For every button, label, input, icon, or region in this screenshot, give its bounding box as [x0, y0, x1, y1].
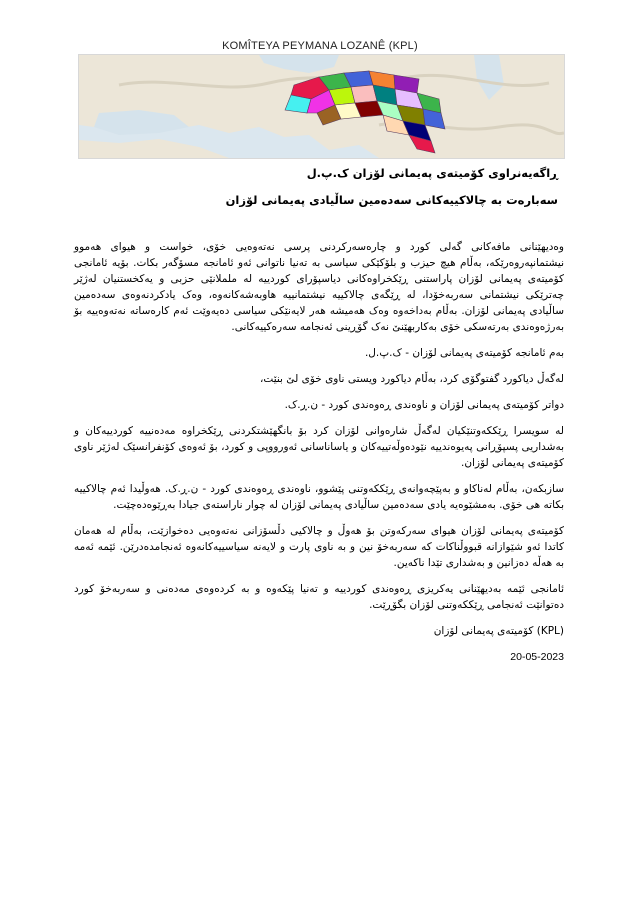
- paragraph-intro: وەدیهێنانی مافەکانی گەلی کورد و چارەسەرکردنی پرسی نەتەوەیی خۆی، خواست و هیوای هەموو نیشتمانپەروەرێکە، بەڵام هیچ حیزب و بلۆکێکی سیاسی بە تەنیا ناتوانی ئەو ئامانجە مسۆگەر بکات. بۆیە ئامانجی کۆمیتەی پەیمانی لۆزان پاراستنی ڕێکخراوەکانی دیاسپۆرای کوردییە لە ململانێی حزبی و یەکخستنیان لەژێر چەترێکی نیشتمانی سەربەخۆدا، لە ڕێگەی چالاکییە نیشتمانییە هاوبەشەکانەوە، وەک یادکردنەوەی سەدەمین ساڵیادی پەیمانی لۆزان. بەڵام بەداخەوە وەک هەمیشە هەر لایەنێکی سیاسی دەیەوێت ئەم کارەساتە نەتەوەییە بۆ بەرژەوەندی بەرتەسکی خۆی بەکاربهێنێ نەک گۆڕینی ئەنجامە سەرەکییەکانی.: [74, 241, 564, 333]
- organization-title: KOMÎTEYA PEYMANA LOZANÊ (KPL): [222, 40, 418, 52]
- paragraph-switzerland: لە سویسرا ڕێککەوتنێکیان لەگەڵ شارەوانی لۆزان کرد بۆ بانگهێشتکردنی ڕێکخراوە مەدەنییە کوردییەکان و بەشداریی پسپۆڕانی پەیوەندییە نێودەوڵەتییەکان و یاساناسانی ئەورووپی و کورد، بۆ ئەوەی کۆنفرانسێک لەژێر ناوی کۆمیتەی پەیمانی لۆزان.: [74, 425, 564, 469]
- paragraph-goal: بەم ئامانجە کۆمیتەی پەیمانی لۆزان - ک.پ.ل.: [364, 347, 564, 359]
- signature-name: (KPL) کۆمیتەی پەیمانی لۆزان: [433, 625, 564, 637]
- paragraph-organize: سازبکەن، بەڵام لەناکاو و بەپێچەوانەی ڕێککەوتنی پێشوو، ناوەندی ڕەوەندی کورد - ن.ڕ.ک. هەوڵیدا ئەم چالاکییە بکاتە هی خۆی. بەمشێوەیە یادی سەدەمین ساڵیادی پەیمانی لۆزان لە چوار ناراستەی جیادا بەڕێوەدەچێت.: [74, 483, 564, 511]
- statement-body: [74, 239, 564, 675]
- announcement-subheading: سەبارەت بە چالاکییەکانی سەدەمین ساڵیادی پەیمانی لۆزان: [225, 193, 558, 207]
- signature-date: 20-05-2023: [510, 651, 564, 663]
- paragraph-position: کۆمیتەی پەیمانی لۆزان هیوای سەرکەوتن بۆ هەوڵ و چالاکیی دڵسۆزانی نەتەوەیی دەخوازێت، بەڵام لە هەمان کاتدا ئەو شێوازانە قبووڵناکات کە سەربەخۆ نین و بە ناوی پارت و لایەنە سیاسییەکانەوە ئەنجامدەدرێن. ئێمە ئەمە بە هەڵە دەزانین و بەشداری تێدا ناکەین.: [74, 525, 564, 569]
- paragraph-diakurd: لەگەڵ دیاکورد گفتوگۆی کرد، بەڵام دیاکورد ویستی ناوی خۆی لێ بنێت،: [260, 373, 564, 385]
- map-graphic: [79, 55, 564, 158]
- announcement-heading: ڕاگەیەنراوی کۆمیتەی پەیمانی لۆزان ک.پ.ل: [306, 166, 558, 180]
- paragraph-nrk: دواتر کۆمیتەی پەیمانی لۆزان و ناوەندی ڕەوەندی کورد - ن.ڕ.ک.: [284, 399, 564, 411]
- paragraph-aim: ئامانجی ئێمە بەدیهێنانی یەکریزی ڕەوەندی کوردییە و تەنیا پێکەوە و بە کردەوەی مەدەنی و سەربەخۆ کورد دەتوانێت ئەنجامی ڕێککەوتنی لۆزان بگۆڕێت.: [74, 583, 564, 611]
- kurdistan-map-image: [78, 54, 565, 159]
